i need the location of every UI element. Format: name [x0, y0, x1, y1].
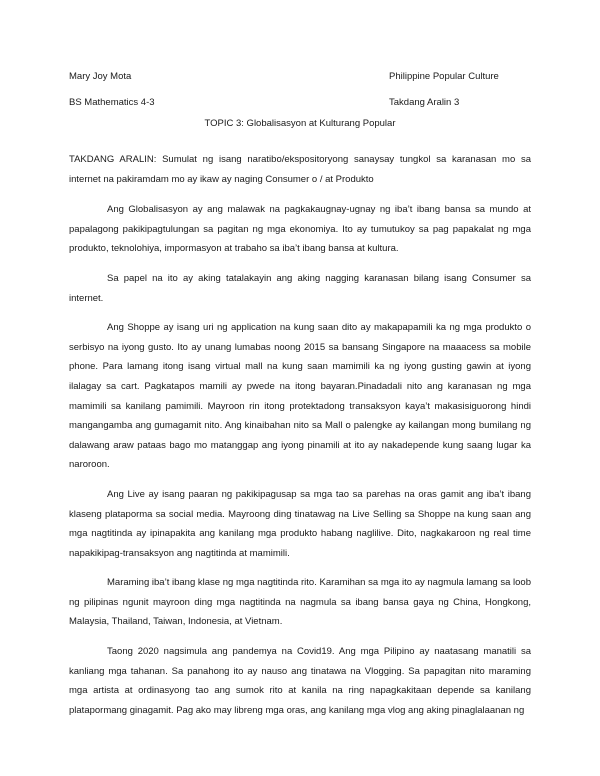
subject-label: Philippine Popular Culture	[389, 71, 499, 82]
paragraph-live: Ang Live ay isang paaran ng pakikipagusap sa mga tao sa parehas na oras gamit ang iba’t ibang klaseng plataporma sa social media. Mayroong ding tinatawag na Live Selling sa Shoppe na kung saan ang mga nagtitinda ay ipinapakita ang kanilang mga produkto habang naglilive. Dito, nagkakaroon ng real time napakikipag-transaksyon ang nagtitinda at mamimili.	[69, 488, 531, 559]
paragraph-pandemic: Taong 2020 nagsimula ang pandemya na Covid19. Ang mga Pilipino ay naatasang manatili sa kanliang mga tahanan. Sa panahong ito ay nauso ang tinatawa na Vlogging. Sa papagitan nito maraming mga artista at ordinasyong tao ang sumok rito at kanila na ring napagkakitaan depende sa kanilang platapormang ginagamit. Pag ako may libreng mga oras, ang kanilang mga vlog ang aking pinaglalaanan ng	[69, 646, 531, 716]
assignment-instruction: TAKDANG ARALIN: Sumulat ng isang naratibo/ekspositoryong sanaysay tungkol sa karanasan mo sa internet na pakiramdam mo ay ikaw ay naging Consumer o / at Produkto	[69, 154, 531, 185]
paragraph-intro: Sa papel na ito ay aking tatalakayin ang aking nagging karanasan bilang isang Consumer sa internet.	[69, 272, 531, 304]
topic-title: TOPIC 3: Globalisasyon at Kulturang Popular	[204, 118, 396, 129]
author-course: BS Mathematics 4-3	[69, 97, 155, 108]
document-body	[69, 150, 531, 730]
author-name: Mary Joy Mota	[69, 71, 132, 82]
assignment-label: Takdang Aralin 3	[389, 97, 460, 108]
paragraph-globalisasyon: Ang Globalisasyon ay ang malawak na pagkakaugnay-ugnay ng iba’t ibang bansa sa mundo at papalagong pakikipagtulungan sa pagitan ng mga ekonomiya. Ito ay tumutukoy sa pag papakalat ng mga produkto, teknolohiya, impormasyon at trabaho sa iba’t ibang bansa at kultura.	[69, 204, 531, 255]
paragraph-shoppe: Ang Shoppe ay isang uri ng application na kung saan dito ay makapapamili ka ng mga produkto o serbisyo na iyong gusto. Ito ay unang lumabas noong 2015 sa bansang Singapore na maaacess sa mobile phone. Para lamang itong isang virtual mall na kung saan mamimili ka ng iyong gusting gawin at iyong ilalagay sa cart. Pagkatapos mamili ay pwede na itong bayaran.Pinadadali nito ang karanasan ng mga mamimili sa kanilang pamimili. Mayroon rin itong protektadong transaksyon kaya’t makasisiguorong hindi mangangamba ang gumagamit nito. Ang kinaibahan nito sa Mall o palengke ay kailangan mong bumilang ng dalawang araw pataas bago mo matanggap ang iyong pinamili at ito ay nakadepende kung saang lugar ka naroroon.	[69, 322, 531, 471]
paragraph-sellers: Maraming iba’t ibang klase ng mga nagtitinda rito. Karamihan sa mga ito ay nagmula lamang sa loob ng pilipinas ngunit mayroon ding mga nagtitinda na nagmula sa ibang bansa gaya ng China, Hongkong, Malaysia, Thailand, Taiwan, Indonesia, at Vietnam.	[69, 577, 531, 628]
